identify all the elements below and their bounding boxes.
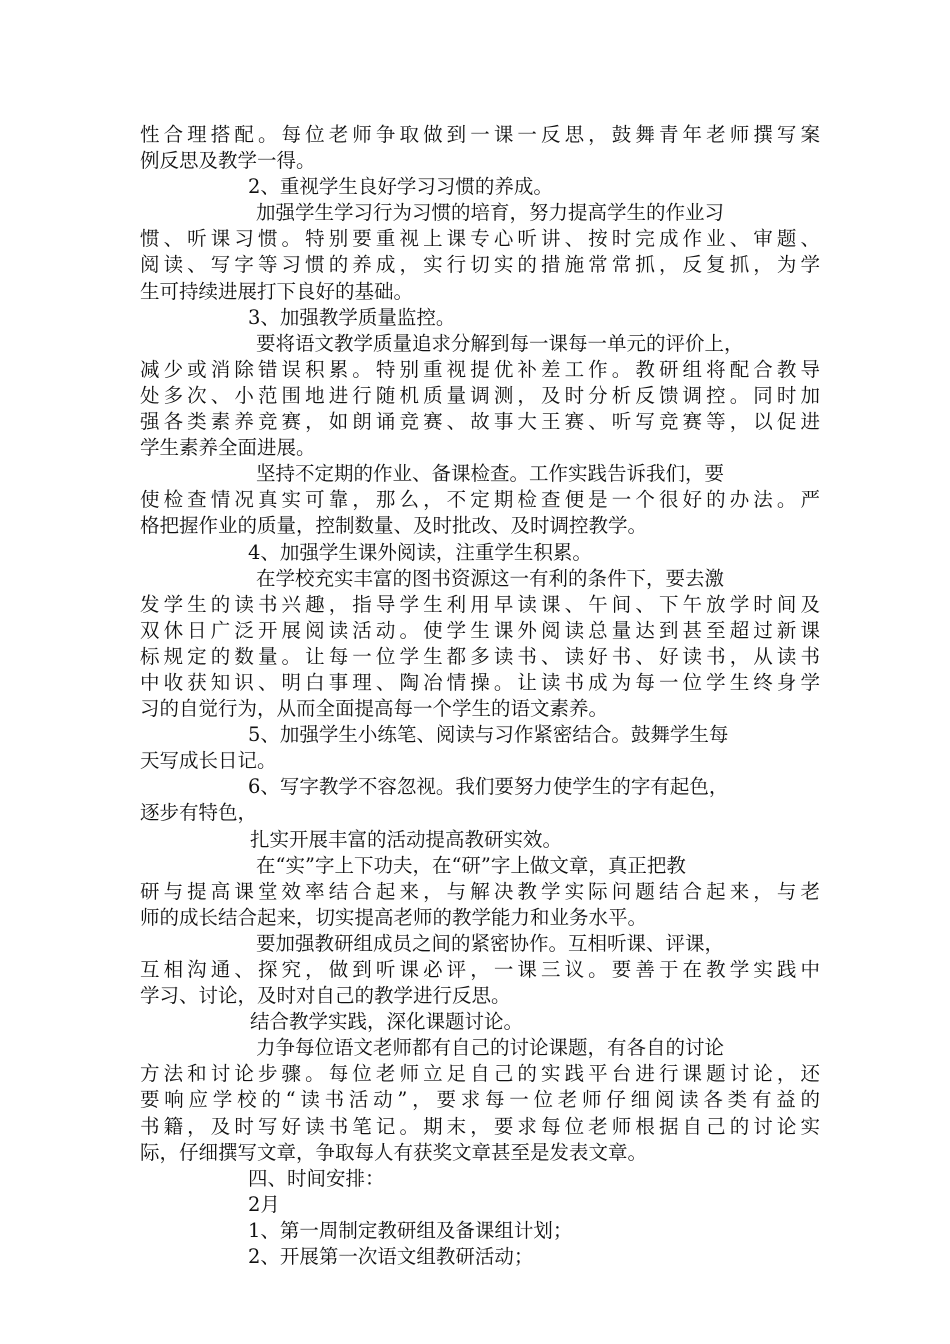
text-line: 惯、听课习惯。特别要重视上课专心听讲、按时完成作业、审题、 (140, 227, 820, 251)
text-line: 格把握作业的质量，控制数量、及时批改、及时调控教学。 (140, 514, 648, 538)
text-line: 在“实”字上下功夫，在“研”字上做文章，真正把教 (256, 853, 686, 877)
text-line: 师的成长结合起来，切实提高老师的教学能力和业务水平。 (140, 905, 648, 929)
text-line: 力争每位语文老师都有自己的讨论课题，有各自的讨论 (256, 1036, 725, 1060)
text-line: 际，仔细撰写文章，争取每人有获奖文章甚至是发表文章。 (140, 1140, 648, 1164)
text-line: 性合理搭配。每位老师争取做到一课一反思，鼓舞青年老师撰写案 (140, 123, 820, 146)
text-line: 习的自觉行为，从而全面提高每一个学生的语文素养。 (140, 697, 609, 721)
text-line: 研与提高课堂效率结合起来，与解决教学实际问题结合起来，与老 (140, 879, 820, 903)
text-line: 6、写字教学不容忽视。我们要努力使学生的字有起色， (248, 775, 729, 799)
text-line: 学生素养全面进展。 (140, 436, 316, 460)
text-line: 扎实开展丰富的活动提高教研实效。 (250, 827, 563, 851)
text-line: 方法和讨论步骤。每位老师立足自己的实践平台进行课题讨论，还 (140, 1062, 820, 1086)
text-line: 互相沟通、探究，做到听课必评，一课三议。要善于在教学实践中 (140, 958, 820, 981)
text-line: 使检查情况真实可靠，那么，不定期检查便是一个很好的办法。严 (140, 488, 820, 512)
text-line: 1、第一周制定教研组及备课组计划； (248, 1218, 573, 1242)
text-line: 4、加强学生课外阅读，注重学生积累。 (248, 540, 592, 564)
text-line: 加强学生学习行为习惯的培育，努力提高学生的作业习 (256, 201, 725, 225)
text-line: 要加强教研组成员之间的紧密协作。互相听课、评课， (256, 931, 725, 955)
text-line: 阅读、写字等习惯的养成，实行切实的措施常常抓，反复抓，为学 (140, 253, 820, 277)
text-line: 中收获知识、明白事理、陶冶情操。让读书成为每一位学生终身学 (140, 670, 820, 694)
text-line: 书籍，及时写好读书笔记。期末，要求每位老师根据自己的讨论实 (140, 1114, 820, 1138)
text-line: 要将语文教学质量追求分解到每一课每一单元的评价上， (256, 331, 744, 355)
text-line: 2、重视学生良好学习习惯的养成。 (248, 175, 553, 199)
text-line: 坚持不定期的作业、备课检查。工作实践告诉我们，要 (256, 462, 725, 486)
text-line: 3、加强教学质量监控。 (248, 305, 456, 329)
text-line: 要响应学校的“读书活动”，要求每一位老师仔细阅读各类有益的 (140, 1088, 820, 1112)
text-line: 双休日广泛开展阅读活动。使学生课外阅读总量达到甚至超过新课 (140, 618, 820, 642)
text-line: 发学生的读书兴趣，指导学生利用早读课、午间、下午放学时间及 (140, 592, 820, 616)
text-line: 2月 (248, 1192, 280, 1216)
document-body (140, 122, 820, 1270)
text-line: 在学校充实丰富的图书资源这一有利的条件下，要去激 (256, 566, 725, 590)
text-line: 结合教学实践，深化课题讨论。 (250, 1010, 524, 1034)
text-line: 5、加强学生小练笔、阅读与习作紧密结合。鼓舞学生每 (248, 723, 729, 747)
text-line: 生可持续进展打下良好的基础。 (140, 279, 414, 303)
text-line: 强各类素养竞赛，如朗诵竞赛、故事大王赛、听写竞赛等，以促进 (140, 410, 820, 434)
text-line: 例反思及教学一得。 (140, 149, 316, 173)
text-line: 学习、讨论，及时对自己的教学进行反思。 (140, 984, 511, 1008)
text-line: 2、开展第一次语文组教研活动； (248, 1245, 534, 1269)
text-line: 减少或消除错误积累。特别重视提优补差工作。教研组将配合教导 (140, 357, 820, 381)
text-line: 四、时间安排： (248, 1166, 385, 1190)
text-line: 标规定的数量。让每一位学生都多读书、读好书、好读书，从读书 (140, 644, 820, 668)
text-line: 逐步有特色， (140, 801, 258, 825)
text-line: 天写成长日记。 (140, 749, 277, 773)
text-line: 处多次、小范围地进行随机质量调测，及时分析反馈调控。同时加 (140, 383, 820, 407)
